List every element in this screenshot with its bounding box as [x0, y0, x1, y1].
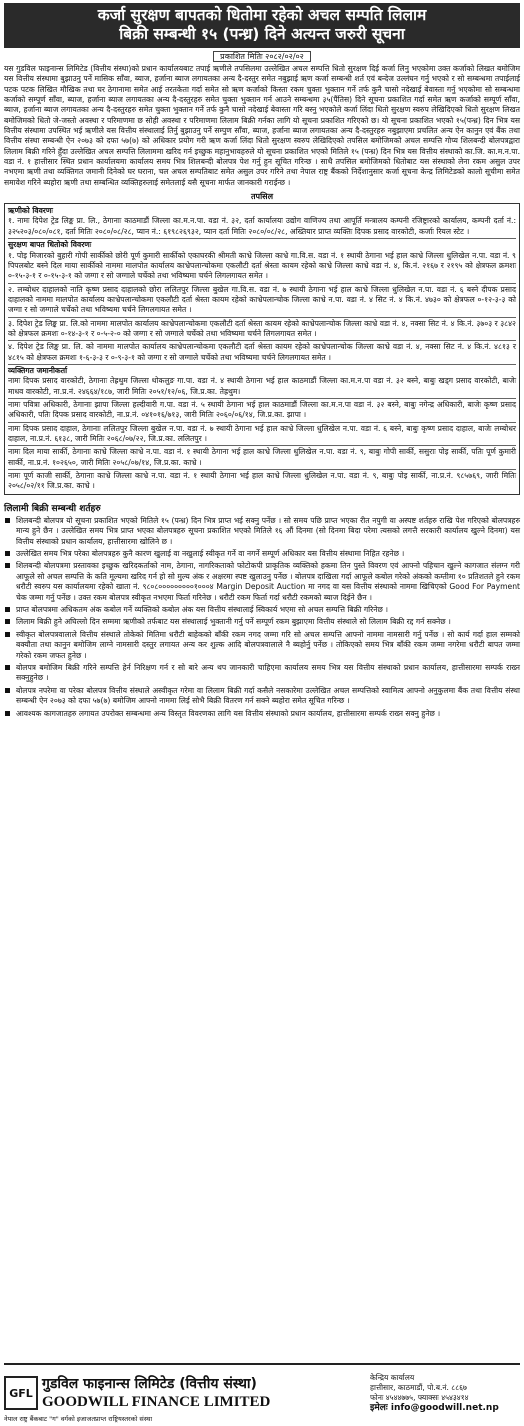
- divider: [8, 445, 516, 446]
- title-line-2: बिक्री सम्बन्धी १५ (पन्ध्र) दिने अत्यन्त जरुरी सूचना: [119, 25, 405, 43]
- office-email: इमेलः info@goodwill.net.np: [370, 1403, 499, 1413]
- security-heading: सुरक्षण बापत धितोको विवरणः: [8, 240, 92, 250]
- security-item: ४. दिपेश ट्रेड लिङ्क प्रा. लि. को नाममा मालपोत कार्यालय काभ्रेपलान्चोकमा एकलौटी दर्ता श्रेस्ता कायम रहेको काभ्रेपलान्चोक जिल्ला काभ्रे वडा नं. ४, नक्सा सिट नं. ४ कि.नं. ४८१३ र ४८१५ को क्षेत्रफल क्रमशः १-६-३-३ र ०-९-३-१ को जग्गा र सो जग्गाले चर्चेको तथा भविष्यमा चर्चने लिगलगायत समेत ।: [8, 342, 516, 362]
- divider: [8, 364, 516, 365]
- term-item: शिलबन्दी बोलपत्रमा प्रस्तावका इच्छुक खरिदकर्ताको नाम, ठेगाना, नागरिकताको फोटोकपी प्राकृतिक व्यक्तिको हकमा तिन पुस्ते विवरण एवं आफ्नो पहिचान खुल्ने कागजात संलग्न गरी आफूले सो अचल सम्पत्ति के कति मूल्यमा खरिद गर्न हो सो मुल्य अंक र अक्षरमा स्पष्ट खुलाउनु पर्नेछ । बोलपत्र दाखिला गर्दा आफूले कबोल गरेको अंकको कम्तीमा १० प्रतिशतले हुने रकम धरौटी स्वरुप यस कार्यालयमा रहेको खाता नं. ९८०८०००००००००१०००४ Margin Deposit Auction मा नगद वा यस वित्तीय संस्थाको नाममा खिचिएको Good For Payment चेक जम्मा गर्नु पर्नेछ । उक्त रकम बोलपत्र स्वीकृत नभएमा फिर्ता गरिनेछ । धरौटी रकम फिर्ता गर्दा धरौटी रकमको ब्याज दिईने छैन ।: [4, 561, 520, 603]
- office-title: केन्द्रिय कार्यालय: [370, 1373, 415, 1382]
- footer: [4, 1363, 520, 1418]
- security-item: ३. दिपेश ट्रेड लिङ्क प्रा. लि.को नाममा मालपोत कार्यालय काभ्रेपलान्चोकमा एकलौटी दर्ता श्रेस्ता कायम रहेको काभ्रेपलान्चोक जिल्ला काभ्रे वडा नं. ४, नक्सा सिट नं. ४ कि.नं. ३७०३ र ३८४२ को क्षेत्रफल क्रमशः ०-१४-३-१ र ०-५-२-० को जग्गा र सो जग्गाले चर्चेको तथा भविष्यमा चर्चने लिगलगायत समेत ।: [8, 318, 516, 338]
- license-note: नेपाल राष्ट्र बैंकबाट "ग" वर्गको इजाजतप्राप्त राष्ट्रियस्तरको संस्था: [4, 1415, 153, 1423]
- term-item: आवश्यक कागजातहरु लगायत उपरोक्त सम्बन्धमा अन्य विस्तृत विवरणका लागि यस वित्तीय संस्थाको प्रधान कार्यालय, हात्तीसारमा सम्पर्क राख्न सक्नु हुनेछ ।: [4, 709, 520, 719]
- tapasil-box: [4, 203, 520, 495]
- borrower-heading: ऋणीको विवरणः: [8, 206, 53, 216]
- guarantor-item: नामः पूर्ण काजी सार्की, ठेगानाः काभ्रे जिल्ला काभ्रे न.पा. वडा नं. १ स्थायी ठेगाना भई हाल काभ्रे जिल्ला धुलिखेल न.पा. वडा नं. ९, बाबुः पोइ सार्की, ना.प्र.नं. ९८५७६९, जारी मितिः २०५८/०२/११ जि.प्र.का. काभ्रे ।: [8, 471, 516, 491]
- divider: [8, 317, 516, 318]
- term-item: लिलाम बिक्री हुने अघिल्लो दिन सम्ममा ऋणीको तर्फबाट यस संस्थालाई भुक्तानी गर्नु पर्ने सम्पूर्ण रकम बुझाएमा वित्तीय संस्थाले सो लिलाम बिक्री रद्द गर्न सक्नेछ ।: [4, 617, 520, 627]
- term-item: बोलपत्र नपरेमा वा परेका बोलपत्र वित्तीय संस्थाले अस्वीकृत गरेमा वा लिलाम बिक्री गर्दा कसैले नसकारेमा उल्लेखित अचल सम्पत्तिको स्वामित्व आफ्नो अनुकुलमा बैंक तथा वित्तीय संस्था सम्बन्धी ऐन २०७३ को दफा ५७(७) बमोजिम आफ्नो नाममा लिई सोभै बिक्री वितरण गर्न सक्ने ब्यहोरा समेत सूचित गरिन्छ ।: [4, 686, 520, 707]
- company-names: [42, 1376, 370, 1411]
- term-item: स्वीकृत बोलपत्रवालाले वित्तीय संस्थाले तोकेको मितिमा धरौटी बाहेकको बाँकी रकम नगद जम्मा गरि सो अचल सम्पत्ति आफ्नो नाममा नामसारी गर्नु पर्नेछ । सो कार्य गर्दा हाल सम्मको बक्यौता तथा कानुन बमोजिम लाग्ने नामसारी दस्तुर लगायत अन्य कर शुल्क आदि बोलपत्रवालाले नै ब्यहोर्नु पर्नेछ । तोकिएको समय भित्र बाँकी रकम जम्मा नगरेमा धरौटी बापत जम्मा गरेको रकम जफत हुनेछ ।: [4, 630, 520, 661]
- terms-list: [4, 516, 520, 719]
- guarantor-item: नामः दिल माया सार्की, ठेगानाः काभ्रे जिल्ला काभ्रे न.पा. वडा नं. १ स्थायी ठेगाना भई हाल काभ्रे जिल्ला धुलिखेल न.पा. वडा नं. ९, बाबुः गोपी सार्की, ससुराः पोइ सार्की, पतिः पूर्ण कुमारी सार्की, ना.प्र.नं. १०२६५०, जारी मितिः २०५८/०७/१४, जि.प्र.का. काभ्रे ।: [8, 447, 516, 467]
- borrower-text: १. नामः दिपेश ट्रेड लिङ्क प्रा. लि., ठेगानाः काठमाडौं जिल्ला का.म.न.पा. वडा नं. ३२, दर्ता कार्यालयः उद्योग वाणिज्य तथा आपूर्ति मन्त्रालय कम्पनी रजिष्ट्रारको कार्यालय, कम्पनी दर्ता नं.: ३२५२०३/०८०/०८१, दर्ता मितिः २०८०/०८/२८, प्यान नं.: ६१९८२६९३२, प्यान दर्ता मितिः २०८०/०८/२८, अख्तियार प्राप्त व्यक्तिः दिपक प्रसाद वारकोटी, कर्जाः रियल स्टेट ।: [8, 216, 516, 236]
- divider: [8, 469, 516, 470]
- guarantor-item: नामः दिपक प्रसाद दाहाल, ठेगानाः ललितपुर जिल्ला बुखेल न.पा. वडा नं. ७ स्थायी ठेगाना भई हाल काभ्रे जिल्ला धुलिखेल न.पा. वडा नं. ६ बस्ने, बाबुः कृष्ण प्रसाद दाहाल, बाजेः लम्बोधर दाहाल, ना.प्र.नं. ६१३८, जारी मितिः २०६८/०७/२२, जि.प्र.का. ललितपुर ।: [8, 423, 516, 443]
- term-item: बोलपत्र बमोजिम बिक्री गरिने सम्पत्ति हेर्न निरिक्षण गर्न र सो बारे अन्य थप जानकारी चाहिएमा कार्यालय समय भित्र यस वित्तीय संस्थाको प्रधान कार्यालय, हात्तीसारमा सम्पर्क राख्न सक्नुहुनेछ ।: [4, 663, 520, 684]
- notice-title-banner: [4, 3, 520, 48]
- term-item: शिलबन्दी बोलपत्र यो सूचना प्रकाशित भएको मितिले १५ (पन्ध्र) दिन भित्र प्राप्त भई सक्नु पर्नेछ । सो समय पछि प्राप्त भएका रीत नपुगी वा अस्पष्ट शर्तहरु राखि पेश गरिएको बोलपत्रहरु मान्य हुने छैन । उल्लेखित समय भित्र प्राप्त भएका बोलपत्रहरु सूचना प्रकाशित भएको मितिले १६ औं दिनमा (सो दिनमा बिदा परेमा त्यसको लगत्तै सरकारी कार्यालय खुल्ने दिनमा) यस वित्तीय संस्थाको प्रधान कार्यालय, हात्तीसारमा खोलिने छ ।: [4, 516, 520, 547]
- guarantor-heading: व्यक्तिगत जमानीकर्ता: [8, 365, 68, 375]
- terms-title: लिलामी बिक्री सम्बन्धी शर्तहरु: [4, 503, 101, 514]
- office-address: हात्तीसार, काठमाडौं, पो.ब.नं. ८८६७: [370, 1383, 467, 1392]
- guarantor-item: नामः दिपक प्रसाद वारकोटी, ठेगानाः तेह्रथुम जिल्ला थोकलुङ गा.पा. वडा नं. ४ स्थायी ठेगाना भई हाल काठमाडौं जिल्ला का.म.न.पा वडा नं. ३२ बस्ने, बाबुः खड्ग प्रसाद वारकोटी, बाजेः माधव वारकोटी, ना.प्र.नं. २४६६४/१८७, जारी मितिः २०५१/१२/०६, जि.प्र.का. तेह्रथुम।: [8, 376, 516, 396]
- term-item: प्राप्त बोलपत्रमा अधिकतम अंक कबोल गर्ने व्यक्तिको कबोल अंक यस वित्तीय संस्थालाई स्विकार्य भएमा सो अचल सम्पत्ति बिक्री गरिनेछ ।: [4, 605, 520, 615]
- company-name-np: गुडविल फाइनान्स लिमिटेड (वित्तीय संस्था): [42, 1375, 257, 1392]
- office-phone: फोनः ४५४४७७५, फ्याक्सः ४५४३४१४: [370, 1393, 469, 1402]
- title-line-1: कर्जा सुरक्षण बापतको धितोमा रहेको अचल सम्पति लिलाम: [97, 6, 427, 24]
- published-date-text: प्रकाशित मितिः २०८२/०२/०२: [213, 51, 311, 62]
- divider: [8, 283, 516, 284]
- security-item: १. पोइ मिजारको बुहारी गोपी सार्कीको छोरी पूर्ण कुमारी सार्कीको एकाघरकी श्रीमती काभ्रे जिल्ला काभ्रे गा.वि.स. वडा नं. १ स्थायी ठेगाना भई हाल काभ्रे जिल्ला धुलिखेल न.पा. वडा नं. ९ पिपलबोट बस्ने दिल माया सार्कीको नाममा मालपोत कार्यालय काभ्रेपलान्चोकमा एकलौटी दर्ता श्रेस्ता कायम रहेको काभ्रे जिल्ला काभ्रे वडा नं. ४, कि.नं. २१६७ र २१९५ को क्षेत्रफल क्रमशः ०-१५-३-१ र ०-१५-३-१ को जग्गा र सो जग्गाले चर्चेको तथा भविष्यमा चर्चने लिगलगायत समेत ।: [8, 250, 516, 281]
- office-details: [370, 1373, 520, 1413]
- company-name-en: GOODWILL FINANCE LIMITED: [42, 1393, 271, 1410]
- term-item: उल्लेखित समय भित्र परेका बोलपत्रहरु कुनै कारण खुलाई वा नखुलाई स्वीकृत गर्ने वा नगर्ने सम्पूर्ण अधिकार यस वित्तीय संस्थामा निहित रहनेछ ।: [4, 549, 520, 559]
- divider: [8, 340, 516, 341]
- divider: [8, 422, 516, 423]
- guarantor-item: नामः पवित्रा अधिकारी, ठेगानाः झापा जिल्ला हल्दीवारी ग.पा. वडा नं. ५ स्थायी ठेगाना भई हाल काठमाडौं जिल्ला का.म.न.पा वडा नं. ३२ बस्ने, बाबुः नगेन्द्र अधिकारी, बाजेः कृष्ण प्रसाद अधिकारी, पतिः दिपक प्रसाद वारकोटी, ना.प्र.नं. ०४१०१६/७१३, जारी मितिः २०६०/०६/१४, जि.प्र.का. झापा ।: [8, 399, 516, 420]
- main-paragraph: यस गुडविल फाइनान्स लिमिटेड (वित्तीय संस्था)को प्रधान कार्यालयबाट तपाई ऋणीले तपसिलमा उल्लेखित अचल सम्पत्ति धितो सुरक्षण दिई कर्जा लिनु भएकोमा उक्त कर्जाको लिखत बमोजिम यस वित्तीय संस्थामा बुझाउनु पर्ने मासिक साँवा, ब्याज, हर्जाना ब्याज लगायतका अन्य दै-दस्तुर समेत नबुझाई ऋण कर्जा सम्बन्धी शर्त एवं बन्देज उल्लंघन गर्नु भएको र सो सम्बन्धमा तपाईलाई पटक पटक लिखित मौखिक तथा घर ठेगानामा समेत आई तरतकेता गर्दा समेत सो ऋण कर्जाको किस्ता रकम चुक्ता भुक्तान गर्ने तर्फ कुनै चासो नदेखाई बेवास्ता गर्नु भएकोमा सो सम्बन्धमा कर्जाको सम्पूर्ण साँवा, ब्याज, हर्जाना ब्याज लगायतका अन्य दै-दस्तुरहरु समेत चुक्ता भुक्तान गर्न आउने सम्बन्धमा ३५(पैंतिस) दिने सूचना प्रकाशित गर्दा समेत ऋण कर्जाको सम्पूर्ण साँवा, ब्याज, हर्जाना ब्याज लगायतका अन्य दै-दस्तुरहरु समेत चुक्ता भुक्तान गर्ने तर्फ कुनै चासो नदेखाई बेवास्ता गरि बस्नु भएकोले कर्जा लिंदा धितो सुरक्षण स्वरुप लेखिदिएको धितो सुरक्षण लिखत बमोजिमको धितो जे-जस्तो अवस्था र परिमाणमा छ सोही अवस्था र परिमाणमा लिलाम बिक्री गर्नका लागि यो सूचना प्रकाशित गरिएको छ। यो सूचना प्रकाशित भएको १५(पन्ध्र) दिन भित्र यस वित्तीय संस्थामा उपस्थित भई ऋणीले यस वित्तीय संस्थालाई तिर्नु बुझाउनु पर्ने सम्पुण साँवा, ब्याज, हर्जाना ब्याज लगायतका अन्य दै-दस्तुरहरु नबुझाएमा प्रचलित अन्य ऐन कानुन एवं बैंक तथा वित्तीय संस्था सम्बन्धी ऐन २०७३ को दफा ५७(७) को अधिकार प्रयोग गरी ऋण कर्जा लिंदा धितो सुरक्षण स्वरुप लेखिदिएको तपसिल बमोजिमको अचल सम्पत्ति गोप्य शिलबन्दी बोलपत्रद्वारा लिलाम बिक्री गरिने हुँदा उल्लेखित अचल सम्पत्ति लिलाममा खरिद गर्न इच्छुक महानुभावहरुले यो सूचना प्रकाशित भएको मितिले १५ (पन्ध्र) दिन भित्र यस वित्तीय संस्थाको का.जि. का.म.न.पा. वडा नं. १ हात्तीसार स्थित प्रधान कार्यालयमा कार्यालय समय भित्र शिलबन्दी बोलपत्र पेश गर्नु हुन सूचित गरिन्छ । साथै तपसिल बमोजिमको धितोबाट यस संस्थाको लेना रकम असुल उपर नभएमा ऋणी तथा व्यक्तिगत जमानी दिनेको घर घराना, चल अचल सम्पतिबाट समेत असुल उपर गरिने तथा नेपाल राष्ट्र बैंकको निर्देशानुसार कर्जा सूचना केन्द्र लिमिटेडको कालो सूचीमा समेत समावेश गरिने ब्यहोरा ऋणी तथा सम्बन्धित व्यक्तिहरुलाई समेतलाई यसै सूचना मार्फत जानकारी गराईन्छ ।: [4, 64, 520, 187]
- divider: [8, 238, 516, 239]
- divider: [8, 398, 516, 399]
- tapasil-label: तपसिल: [250, 192, 273, 202]
- security-item: २. लम्बोधर दाहालको नाति कृष्ण प्रसाद दाहालको छोरा ललितपुर जिल्ला बुखेल गा.वि.स. वडा नं. ७ स्थायी ठेगाना भई हाल काभ्रे जिल्ला धुलिखेल न.पा. वडा नं. ६ बस्ने दीपक प्रसाद दाहालको नाममा मालपोत कार्यालय काभ्रेपलान्चोकमा एकलौटी दर्ता श्रेस्ता कायम रहेको काभ्रेपलान्चोक जिल्ला काभ्रे न.पा. वडा नं. ४ सिट नं. ४ कि.नं. ४७३० को क्षेत्रफल ०-१२-३-३ को जग्गा र सो जग्गाले चर्चेको तथा भविष्यमा चर्चने लिगलगायत समेत ।: [8, 284, 516, 315]
- company-logo: GFL: [4, 1376, 38, 1410]
- published-date: [4, 51, 520, 62]
